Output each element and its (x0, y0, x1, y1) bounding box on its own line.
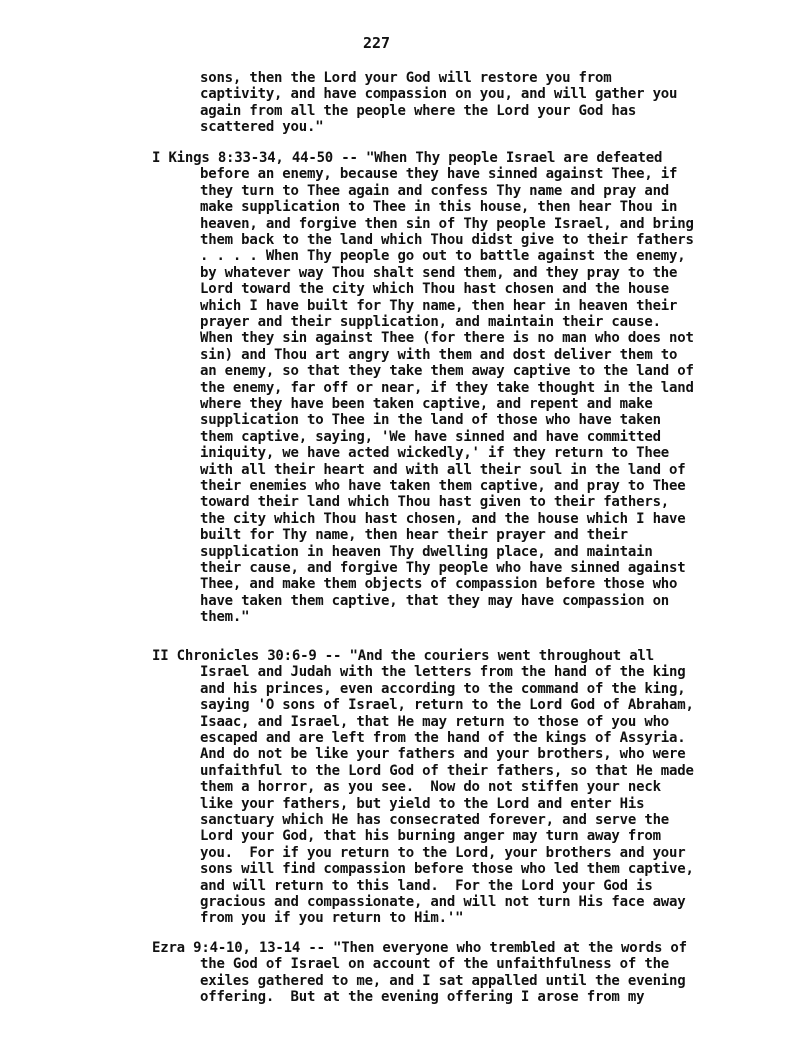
text-line: they turn to Thee again and confess Thy name and pray and (200, 182, 670, 199)
text-line: their cause, and forgive Thy people who have sinned against (200, 560, 686, 576)
text-line: toward their land which Thou hast given to their fathers, (200, 494, 670, 511)
text-line: offering. But at the evening offering I arose from my (200, 989, 645, 1006)
text-line: the God of Israel on account of the unfaithfulness of the (200, 956, 670, 973)
text-line: sin) and Thou art angry with them and dost deliver them to (200, 346, 678, 363)
text-line: from you if you return to Him.'" (200, 910, 464, 927)
text-line: scattered you." (200, 119, 324, 136)
text-line: the city which Thou hast chosen, and the house which I have (200, 510, 686, 527)
text-line: you. For if you return to the Lord, your brothers and your (200, 844, 686, 861)
text-line: heaven, and forgive then sin of Thy people Israel, and bring (200, 215, 694, 232)
text-line: them a horror, as you see. Now do not stiffen your neck (200, 779, 661, 796)
text-line: their enemies who have taken them captive, and pray to Thee (200, 478, 686, 494)
text-line: sons, then the Lord your God will restore you from (200, 70, 612, 86)
text-line: make supplication to Thee in this house, then hear Thou in (200, 199, 678, 216)
text-line: with all their heart and with all their soul in the land of (200, 461, 686, 478)
text-line: saying 'O sons of Israel, return to the Lord God of Abraham, (200, 697, 694, 714)
text-line: iniquity, we have acted wickedly,' if they return to Thee (200, 445, 670, 462)
text-line: them." (200, 609, 250, 626)
text-line: Thee, and make them objects of compassion before those who (200, 576, 678, 593)
text-line: Ezra 9:4-10, 13-14 -- "Then everyone who trembled at the words of (152, 940, 687, 956)
text-line: captivity, and have compassion on you, and will gather you (200, 86, 678, 103)
text-line: sons will find compassion before those who led them captive, (200, 861, 694, 878)
text-line: Israel and Judah with the letters from the hand of the king (200, 664, 686, 681)
text-line: them back to the land which Thou didst give to their fathers (200, 232, 694, 248)
text-line: an enemy, so that they take them away captive to the land of (200, 363, 694, 380)
text-line: before an enemy, because they have sinned against Thee, if (200, 166, 678, 183)
page-number: 227 (363, 34, 391, 52)
text-line: II Chronicles 30:6-9 -- "And the couriers went throughout all (152, 648, 654, 664)
text-line: where they have been taken captive, and repent and make (200, 396, 653, 412)
text-line: them captive, saying, 'We have sinned and have committed (200, 428, 661, 445)
text-line: supplication to Thee in the land of those who have taken (200, 412, 661, 429)
text-line: by whatever way Thou shalt send them, and they pray to the (200, 264, 678, 281)
text-line: have taken them captive, that they may have compassion on (200, 592, 670, 609)
text-line: and will return to this land. For the Lord your God is (200, 877, 653, 894)
text-line: like your fathers, but yield to the Lord and enter His (200, 795, 645, 812)
text-line: When they sin against Thee (for there is no man who does not (200, 330, 694, 347)
text-line: supplication in heaven Thy dwelling place, and maintain (200, 543, 653, 560)
text-line: exiles gathered to me, and I sat appalled until the evening (200, 972, 686, 989)
text-line: the enemy, far off or near, if they take thought in the land (200, 379, 694, 396)
text-line: built for Thy name, then hear their prayer and their (200, 527, 628, 544)
text-line: Lord toward the city which Thou hast chosen and the house (200, 281, 670, 298)
text-line: Isaac, and Israel, that He may return to those of you who (200, 713, 670, 730)
text-line: I Kings 8:33-34, 44-50 -- "When Thy people Israel are defeated (152, 150, 663, 166)
text-line: sanctuary which He has consecrated forever, and serve the (200, 812, 670, 828)
text-line: gracious and compassionate, and will not turn His face away (200, 894, 686, 910)
text-line: prayer and their supplication, and maintain their cause. (200, 314, 661, 330)
text-line: again from all the people where the Lord your God has (200, 102, 637, 119)
text-line: which I have built for Thy name, then hear in heaven their (200, 297, 678, 314)
text-line: Lord your God, that his burning anger may turn away from (200, 828, 661, 845)
text-line: and his princes, even according to the command of the king, (200, 680, 686, 697)
text-line: And do not be like your fathers and your brothers, who were (200, 746, 686, 763)
text-line: . . . . When Thy people go out to battle against the enemy, (200, 248, 686, 265)
text-line: unfaithful to the Lord God of their fathers, so that He made (200, 762, 694, 779)
text-line: escaped and are left from the hand of the kings of Assyria. (200, 730, 686, 746)
